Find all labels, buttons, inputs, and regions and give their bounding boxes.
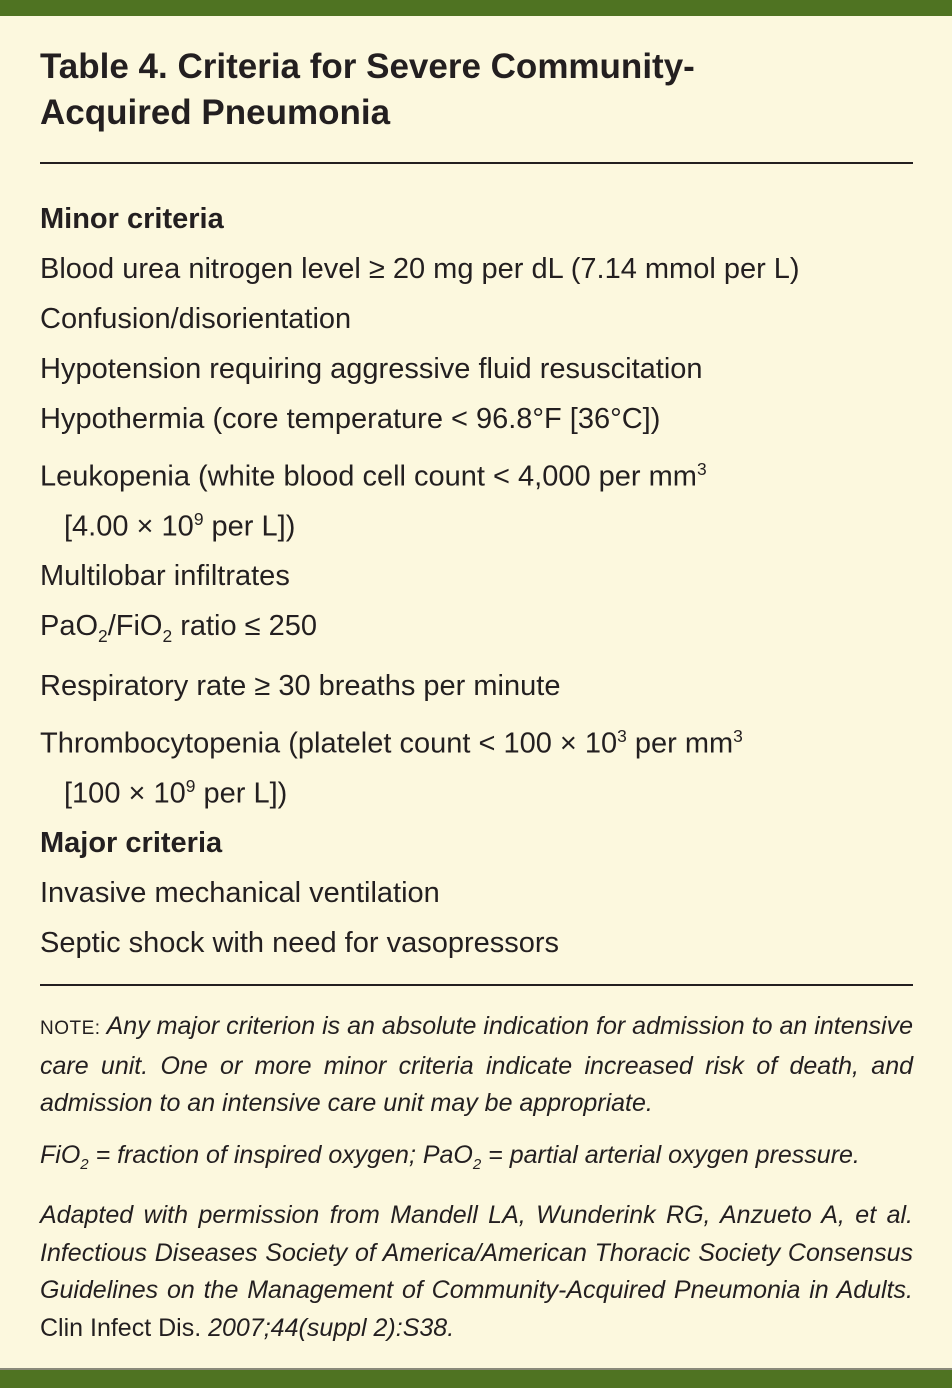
source-citation: 2007;44(suppl 2):S38.: [208, 1313, 455, 1342]
table-title: [40, 44, 913, 136]
source-text: Adapted with permission from Mandell LA, Wunderink RG, Anzueto A, et al. Infectious Diseases Society of America/American Thoracic Society Consensus Guidelines on the Management of Community-Acquired Pneumonia in Adults.: [40, 1201, 913, 1305]
criterion: Confusion/disorientation: [40, 303, 352, 335]
criterion: Septic shock with need for vasopressors: [40, 927, 560, 960]
criterion-leukopenia: Leukopenia (white blood cell count < 4,000 per $mm^3$ [$4.00 \times 10^9$ per L]): [40, 459, 707, 543]
criterion: Hypotension requiring aggressive fluid resuscitation: [40, 353, 703, 385]
footnote-note: [40, 1008, 913, 1123]
footnote-source: [40, 1197, 913, 1347]
title-line: Table 4. Criteria for Severe Community-: [40, 47, 695, 86]
minor-criteria-heading: Minor criteria: [40, 203, 224, 235]
source-journal: Clin Infect Dis.: [40, 1313, 202, 1342]
divider: [40, 162, 913, 164]
bottom-accent-bar: [0, 1368, 952, 1388]
criterion-thrombocytopenia: Thrombocytopenia (platelet count < $100 \times 10^3$ per $mm^3$ [$100 \times 10^9$ per L]): [40, 726, 743, 810]
criterion: Blood urea nitrogen level ≥ 20 mg per dL (7.14 mmol per L): [40, 253, 800, 285]
title-line: Acquired Pneumonia: [40, 93, 391, 132]
note-text: Any major criterion is an absolute indication for admission to an intensive care unit. One or more minor criteria indicate increased risk of death, and admission to an intensive care unit may be appropriate.: [40, 1012, 913, 1118]
table-4: [40, 44, 913, 1347]
divider: [40, 984, 913, 986]
major-criteria-heading: Major criteria: [40, 827, 223, 860]
criterion: Respiratory rate ≥ 30 breaths per minute: [40, 670, 561, 703]
criterion: Invasive mechanical ventilation: [40, 877, 440, 910]
criterion-pao2-fio2: PaO$_2$/FiO$_2$ ratio ≤ 250: [40, 610, 318, 647]
footnote-abbreviations: FiO$_2$ = fraction of inspired oxygen; PaO$_2$ = partial arterial oxygen pressure.: [40, 1140, 860, 1173]
note-label: NOTE:: [40, 1018, 101, 1040]
top-accent-bar: [0, 0, 952, 16]
criterion: Multilobar infiltrates: [40, 560, 290, 593]
criterion: Hypothermia (core temperature < 96.8°F [36°C]): [40, 403, 661, 435]
